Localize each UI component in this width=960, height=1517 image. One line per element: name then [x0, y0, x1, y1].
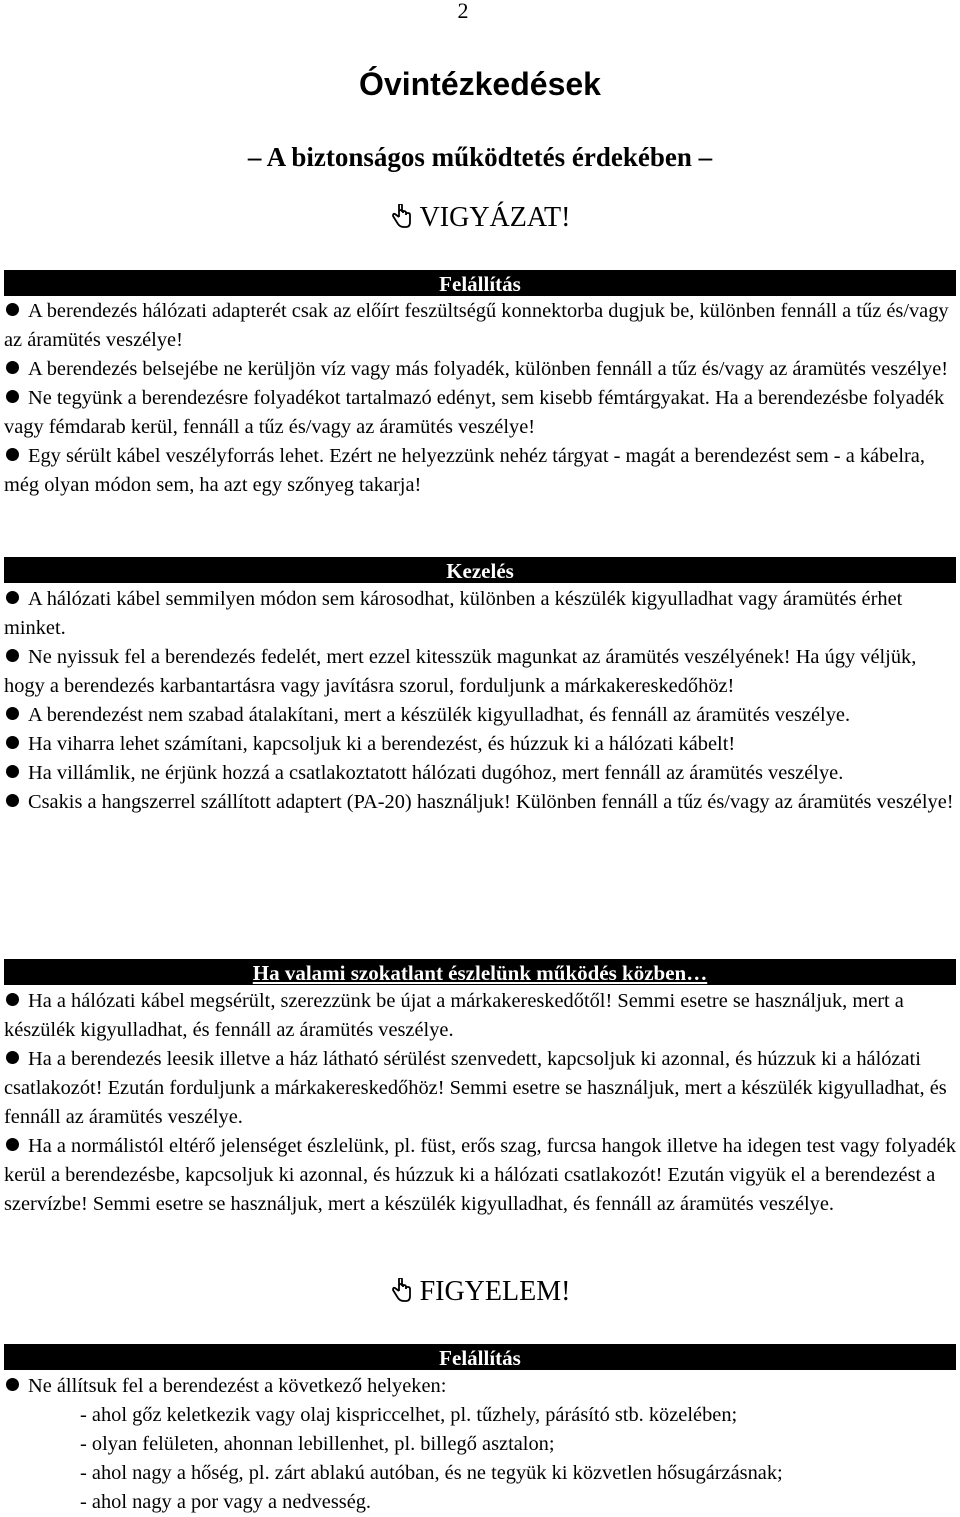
bullet-icon [6, 448, 19, 461]
warning-label-figyelem: FIGYELEM! [419, 1276, 571, 1307]
warning-label-vigyazat: VIGYÁZAT! [419, 202, 571, 233]
page-subtitle: – A biztonságos működtetés érdekében – [247, 142, 713, 172]
list-item: Ne nyissuk fel a berendezés fedelét, mert ezzel kitesszük magunkat az áramütés veszélyének! Ha úgy véljük, hogy a berendezés karbantartásra vagy javításra szorul, forduljunk a márkakereskedőhöz! [4, 646, 917, 697]
bullet-icon [6, 361, 19, 374]
sub-item: - ahol nagy a hőség, pl. zárt ablakú autóban, és ne tegyük ki közvetlen hősugárzásnak; [80, 1462, 783, 1484]
bullet-icon [6, 1051, 19, 1064]
bullet-icon [6, 303, 19, 316]
section-heading-felallitas: Felállítás [4, 270, 956, 296]
sub-item: - ahol nagy a por vagy a nedvesség. [80, 1491, 372, 1513]
list-item: Ha villámlik, ne érjünk hozzá a csatlakoztatott hálózati dugóhoz, mert fennáll az áramütés veszélye. [4, 759, 958, 788]
list-item: A berendezést nem szabad átalakítani, mert a készülék kigyulladhat, és fennáll az áramütés veszélye. [4, 701, 958, 730]
section-heading-kezeles: Kezelés [4, 557, 956, 583]
warning-heading-figyelem [0, 1276, 960, 1308]
bullet-icon [6, 591, 19, 604]
list-item: A berendezés hálózati adapterét csak az előírt feszültségű konnektorba dugjuk be, különben fennáll a tűz és/vagy az áramütés veszélye! [4, 300, 949, 351]
page-number: 2 [457, 0, 469, 23]
list-item: Ha a normálistól eltérő jelenséget észlelünk, pl. füst, erős szag, furcsa hangok illetve ha idegen test vagy folyadék kerül a berendezésbe, kapcsoljuk ki azonnal, és húzzuk ki a hálózati csatlakozót! Ezután vigyük el a berendezést a szervízbe! Semmi esetre se használjuk, mert a készülék kigyulladhat, és fennáll az áramütés veszélye. [4, 1135, 957, 1215]
kezeles-list [4, 585, 958, 817]
sub-item: - ahol gőz keletkezik vagy olaj kispriccelhet, pl. tűzhely, párásító stb. közelében; [80, 1404, 738, 1426]
bullet-icon [6, 993, 19, 1006]
list-item: Ha a berendezés leesik illetve a ház látható sérülést szenvedett, kapcsoljuk ki azonnal, és húzzuk ki a hálózati csatlakozót! Ezután forduljunk a márkakereskedőhöz! Semmi esetre se használjuk, mert a készülék kigyulladhat, és fennáll az áramütés veszélye. [4, 1048, 947, 1128]
bullet-icon [6, 794, 19, 807]
list-item: A berendezés belsejébe ne kerüljön víz vagy más folyadék, különben fennáll a tűz és/vagy az áramütés veszélye! [4, 355, 958, 384]
szokatlan-list [4, 987, 958, 1219]
section-heading-felallitas-2: Felállítás [4, 1344, 956, 1370]
warning-heading-vigyazat [0, 202, 960, 234]
page-title: Óvintézkedések [359, 66, 601, 102]
bullet-icon [6, 736, 19, 749]
bullet-icon [6, 390, 19, 403]
felallitas-list [4, 297, 958, 500]
section-heading-szokatlan: Ha valami szokatlant észlelünk működés közben… [4, 959, 956, 985]
sub-item: - olyan felületen, ahonnan lebillenhet, pl. billegő asztalon; [80, 1433, 555, 1455]
bullet-icon [6, 649, 19, 662]
list-item: A hálózati kábel semmilyen módon sem károsodhat, különben a készülék kigyulladhat vagy áramütés érhet minket. [4, 588, 903, 639]
list-item: Csakis a hangszerrel szállított adaptert (PA-20) használjuk! Különben fennáll a tűz és/vagy az áramütés veszélye! [4, 788, 958, 817]
list-item: Ne tegyünk a berendezésre folyadékot tartalmazó edényt, sem kisebb fémtárgyakat. Ha a berendezésbe folyadék vagy fémdarab kerül, fennáll a tűz és/vagy az áramütés veszélye! [4, 387, 945, 438]
pointing-hand-icon [390, 204, 412, 228]
list-item: Ha viharra lehet számítani, kapcsoljuk ki a berendezést, és húzzuk ki a hálózati kábelt! [4, 730, 958, 759]
bullet-icon [6, 707, 19, 720]
bullet-icon [6, 1378, 19, 1391]
figyelem-felallitas-list [4, 1372, 958, 1517]
pointing-hand-icon [390, 1278, 412, 1302]
list-item: Egy sérült kábel veszélyforrás lehet. Ezért ne helyezzünk nehéz tárgyat - magát a berendezést sem - a kábelra, még olyan módon sem, ha azt egy szőnyeg takarja! [4, 445, 925, 496]
list-item: Ne állítsuk fel a berendezést a következő helyeken: [4, 1372, 958, 1401]
bullet-icon [6, 765, 19, 778]
list-item: Ha a hálózati kábel megsérült, szerezzünk be újat a márkakereskedőtől! Semmi esetre se használjuk, mert a készülék kigyulladhat, és fennáll az áramütés veszélye. [4, 990, 904, 1041]
bullet-icon [6, 1138, 19, 1151]
